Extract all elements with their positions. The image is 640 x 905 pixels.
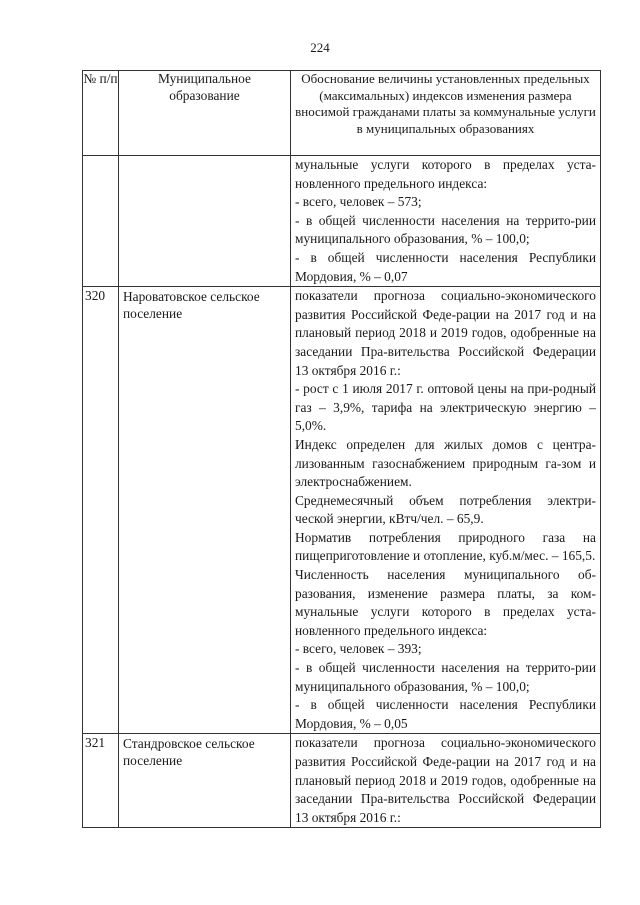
table-row [83,156,601,287]
table-body [83,156,601,828]
justification-cell [291,287,601,734]
header-justification: Обоснование величины установленных предельных (максимальных) индексов изменения размера вносимой гражданами платы за коммунальные услуги в муниципальных образованиях [291,71,601,156]
justification-line: - всего, человек – 573; [295,194,422,210]
justification-line: Индекс определен для жилых домов с центра-лизованным газоснабжением природным га-зом и электроснабжением. [295,436,596,490]
justification-line: Норматив потребления природного газа на пищеприготовление и отопление, куб.м/мес. – 165,5. [295,529,596,564]
justification-line: - рост с 1 июля 2017 г. оптовой цены на при-родный газ – 3,9%, тарифа на электрическую энергию – 5,0%. [295,381,596,434]
table-row [83,287,601,734]
row-number [83,156,119,287]
justification-line: - всего, человек – 393; [295,641,422,657]
justification-line: Численность населения муниципального об-разования, изменение размера платы, за ком-мунальные услуги которого в пределах уста-новленного предельного индекса: [295,567,596,638]
justification-line: - в общей численности населения Республики Мордовия, % – 0,05 [295,697,596,731]
page-number: 224 [310,40,330,55]
justification-cell [291,734,601,828]
municipality-name [119,156,291,287]
row-number: 321 [83,734,119,828]
justification-line: - в общей численности населения Республики Мордовия, % – 0,07 [295,249,596,284]
municipality-name: Стандровское сельское поселение [119,734,291,828]
municipality-name: Нароватовское сельское поселение [119,287,291,734]
justification-line: - в общей численности населения на террито-рии муниципального образования, % – 100,0; [295,660,596,694]
tariff-index-table [82,70,601,828]
justification-line: - в общей численности населения на террито-рии муниципального образования, % – 100,0; [295,212,596,247]
table-row [83,734,601,828]
header-num: № п/п [83,71,119,156]
justification-line: показатели прогноза социально-экономического развития Российской Феде-рации на 2017 год и на плановый период 2018 и 2019 годов, одобренные на заседании Пра-вительства Российской Федерации 13 октября 2016 г.: [295,735,596,825]
justification-line: Среднемесячный объем потребления электри-ческой энергии, кВтч/чел. – 65,9. [295,492,596,527]
justification-cell [291,156,601,287]
header-municipality: Муниципальное образование [119,71,291,156]
justification-line: показатели прогноза социально-экономического развития Российской Феде-рации на 2017 год и на плановый период 2018 и 2019 годов, одобренные на заседании Пра-вительства Российской Федерации 13 октября 2016 г.: [295,288,596,378]
justification-line: мунальные услуги которого в пределах уста-новленного предельного индекса: [295,157,596,191]
table-header-row [83,71,601,156]
row-number: 320 [83,287,119,734]
